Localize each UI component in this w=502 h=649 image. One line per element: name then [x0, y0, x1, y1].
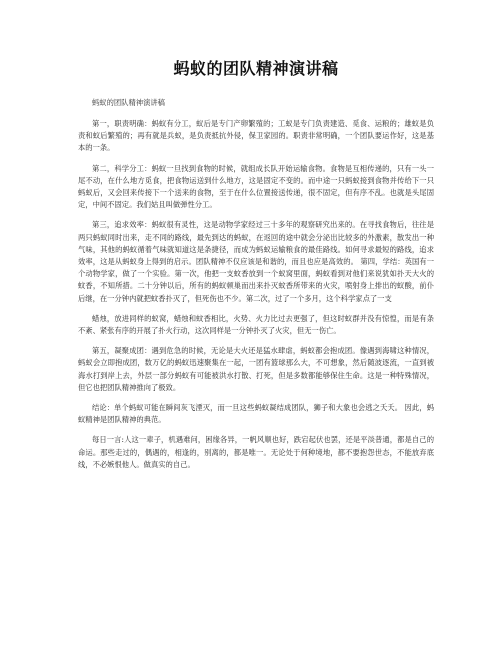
paragraph-4: 蜡烛，放进同样的蚁窝，蜡烛和蚊香相比，火势、火力比过去更强了，但这时蚁群并没有惊惶，而是有条不紊、紧张有序的开展了扑火行动，这次同样是一分钟扑灭了火灾，但无一伤亡。 — [78, 313, 434, 336]
document-subtitle: 蚂蚁的团队精神演讲稿 — [92, 98, 165, 107]
paragraph-2: 第二，科学分工：蚂蚁一旦找到食物的时候，就组成长队开始运输食物。食物是互相传递的，只有一头一尾不动，在什么地方觅食，把食物运送到什么地方，这是固定不变的。而中途一只蚂蚁接到食物并传给下一只蚂蚁后，又会回来传接下一个送来的食物，至于在什么位置接送传递，很不固定，但有序不乱。也就是头尾固定，中间不固定。我们姑且叫做弹性分工。 — [78, 163, 434, 210]
document-title: 蚂蚁的团队精神演讲稿 — [173, 59, 339, 78]
paragraph-1: 第一，职责明确：蚂蚁有分工，蚁后是专门产卵繁殖的；工蚁是专门负责建造、觅食、运粮的；雄蚁是负责和蚁后繁殖的；再有就是兵蚁，是负责抵抗外侵，保卫家园的。职责非常明确，一个团队要运作好，这是基本的一条。 — [78, 119, 434, 153]
paragraph-7: 每日一言:人这一辈子，机遇难问，困缘各异，一帆风顺也好，跌宕起伏也罢，还是平淡普通，都是自己的命运。那些走过的，偶遇的，相逢的，别离的，都是唯一。无论处于何种境地，都不要抱怨世态，不能放弃底线，不必嫉恨他人。做真实的自己。 — [78, 435, 434, 469]
paragraph-6: 结论：单个蚂蚁可能在瞬间灰飞湮灭，而一旦这些蚂蚁凝结成团队，狮子和大象也会逃之夭夭。 因此，蚂蚁精神是团队精神的典范。 — [78, 403, 434, 425]
paragraph-3: 第三，追求效率：蚂蚁很有灵性，这是动物学家经过三十多年的观察研究出来的。在寻找食物后，往往是两只蚂蚁同时出来，走不同的路线，最先到达的蚂蚁，在返回的途中就会分泌出比较多的外激素，散发出一种气味，其他的蚂蚁循着气味就知道这是条捷径，而成为蚂蚁运输粮食的最佳路线。如何寻求最短的路线，追求效率，这是从蚂蚁身上得到的启示。团队精神不仅应该是和谐的，而且也应是高效的。 第四，学结：英国有一个动物学家，做了一个实验。第一次，他把一支蚊香放到一个蚁窝里面，蚂蚁看到对他们来说犹如扑天大火的蚊香，不知所措。二十分钟以后，所有的蚂蚁顿巢而出来扑灭蚊香所带来的火灾，喷射身上排出的蚁酸，前仆后继，在一分钟内就把蚊香扑灭了，但死伤也不少。第二次，过了一个多月，这个科学家点了一支 — [78, 220, 434, 303]
document-page — [78, 58, 434, 479]
paragraph-5: 第五，凝聚成团：遇到危急的时候，无论是大火还是猛水肆虐，蚂蚁都会抱成团。像遇到海啸这种情况，蚂蚁会立即抱成团，数万亿的蚂蚁迅速聚集在一起，一团有篮球那么大，不可想象，然后随波逐流，一直到被海水打到岸上去，外层一部分蚂蚁有可能被洪水打散、打死，但是多数都能够保住生命。这是一种特殊情况，但它也把团队精神推向了极致。 — [78, 346, 434, 392]
